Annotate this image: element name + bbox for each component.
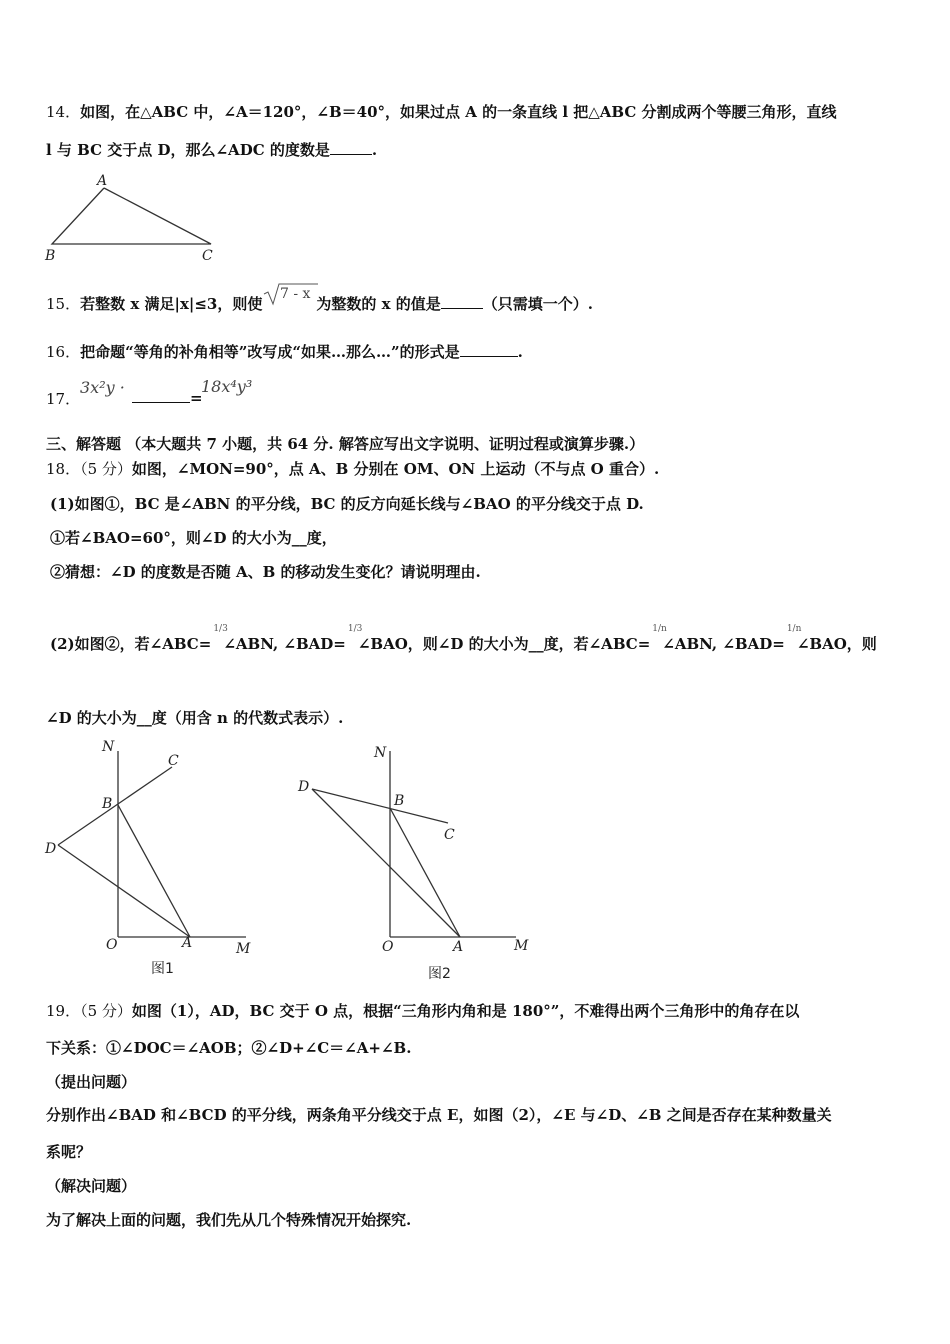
fig1-label-d: D — [45, 841, 57, 857]
q14-triangle — [52, 188, 211, 244]
q14-label-c: C — [202, 248, 213, 264]
q18-part1b: ②猜想：∠D 的度数是否随 A、B 的移动发生变化？请说明理由. — [50, 563, 481, 581]
q15-radicand: 7 - x — [280, 286, 311, 302]
q14-period: . — [371, 141, 378, 159]
q19-line3: 分别作出∠BAD 和∠BCD 的平分线，两条角平分线交于点 E，如图（2），∠E 与∠D、∠B 之间是否存在某种数量关 — [46, 1106, 832, 1124]
q15-text1: 若整数 x 满足|x|≤3，则使 — [80, 295, 263, 313]
fraction-one-third-label: 1/3 — [347, 624, 363, 634]
fraction-one-third-label: 1/3 — [213, 624, 228, 634]
fig2-label-o: O — [382, 939, 394, 955]
q19-text1: 如图（1），AD，BC 交于 O 点，根据“三角形内角和是 180°”，不难得出两个三角形中的角存在以 — [131, 1002, 800, 1020]
fig1-label-n: N — [102, 739, 115, 755]
q14-number: 14． — [46, 103, 81, 121]
fig2-label-b: B — [394, 793, 405, 809]
q14-line2 — [46, 140, 377, 160]
q14-text2: l 与 BC 交于点 D，那么∠ADC 的度数是 — [46, 141, 330, 159]
q15-text3: （只需填一个）. — [482, 295, 593, 313]
q18-part1a: ①若∠BAO=60°，则∠D 的大小为__度， — [50, 529, 337, 547]
fig1-segment-ab — [118, 805, 190, 937]
fraction-one-over-n-label: 1/n — [652, 624, 667, 634]
q16-period: . — [517, 343, 523, 361]
q17-right-expression: 18x⁴y³ — [201, 377, 253, 396]
fig1-label-o: O — [106, 937, 118, 953]
q19-line2: 下关系：①∠DOC＝∠AOB；②∠D+∠C＝∠A+∠B. — [46, 1039, 412, 1057]
q18-score: （5 分） — [80, 460, 132, 478]
fig1-label-m: M — [236, 941, 251, 957]
q14-answer-blank[interactable] — [330, 140, 372, 155]
fig2-label-d: D — [298, 779, 310, 795]
q16-number: 16． — [46, 343, 81, 361]
fig1-caption: 图1 — [151, 961, 174, 977]
q16-text: 把命题“等角的补角相等”改写成“如果…那么…”的形式是 — [80, 343, 460, 361]
q18-p2-text1: (2)如图②，若∠ABC= — [50, 635, 212, 653]
fig1-segment-da — [58, 845, 190, 937]
q18-number: 18． — [46, 460, 81, 478]
q17-number: 17． — [46, 390, 81, 408]
q16-answer-blank[interactable] — [460, 342, 518, 357]
section3-title: 三、解答题 （本大题共 7 小题，共 64 分. 解答应写出文字说明、证明过程或演算步骤.） — [46, 435, 645, 453]
q17-number-line — [46, 389, 80, 409]
fraction-one-over-n-label: 1/n — [786, 624, 802, 634]
q17-equals: = — [190, 389, 203, 407]
q18-p2-text4: ∠ABN, ∠BAD= — [662, 635, 785, 653]
q14-triangle-figure — [40, 172, 230, 267]
fig2-caption: 图2 — [428, 966, 451, 982]
q17-left-expression: 3x²y · — [80, 378, 125, 397]
fig1-label-c: C — [168, 753, 179, 769]
fig2-label-c: C — [444, 827, 455, 843]
q19-line1 — [46, 1001, 799, 1021]
q14-label-a: A — [97, 173, 108, 189]
q14-text1: 如图，在△ABC 中，∠A＝120°，∠B＝40°，如果过点 A 的一条直线 l 把△ABC 分割成两个等腰三角形，直线 — [80, 103, 837, 121]
q15-answer-blank[interactable] — [441, 294, 483, 309]
q15-number: 15． — [46, 295, 81, 313]
q18-part2-line2: ∠D 的大小为__度（用含 n 的代数式表示）. — [46, 709, 344, 727]
q18-p2-text2: ∠ABN, ∠BAD= — [223, 635, 346, 653]
q18-intro-line — [46, 459, 659, 479]
fig2-label-a: A — [453, 939, 464, 955]
q19-heading-solve: （解决问题） — [46, 1177, 137, 1195]
fig2-segment-da — [312, 789, 460, 937]
fig1-line-dc — [58, 767, 172, 845]
q18-figure-1 — [40, 735, 270, 980]
fig1-label-b: B — [102, 796, 113, 812]
fig2-label-m: M — [514, 938, 529, 954]
q19-heading-raise: （提出问题） — [46, 1073, 137, 1091]
q18-part2-line1 — [50, 624, 877, 654]
q18-intro: 如图，∠MON=90°，点 A、B 分别在 OM、ON 上运动（不与点 O 重合）. — [131, 460, 660, 478]
q19-score: （5 分） — [80, 1002, 132, 1020]
fig1-label-a: A — [182, 935, 193, 951]
q17-answer-blank[interactable] — [132, 388, 190, 403]
q14-label-b: B — [45, 248, 56, 264]
q14-line1 — [46, 102, 837, 122]
q18-p2-text3: ∠BAO，则∠D 的大小为__度，若∠ABC= — [357, 635, 651, 653]
q16-line — [46, 342, 523, 362]
fig2-line-dc — [312, 789, 448, 823]
fig2-label-n: N — [374, 745, 387, 761]
q19-line4: 系呢？ — [46, 1143, 92, 1161]
q19-line5: 为了解决上面的问题，我们先从几个特殊情况开始探究. — [46, 1211, 412, 1229]
q19-number: 19． — [46, 1002, 81, 1020]
q17-blank-line — [132, 388, 203, 408]
q18-p2-text5: ∠BAO，则 — [796, 635, 877, 653]
q18-part1: (1)如图①，BC 是∠ABN 的平分线，BC 的反方向延长线与∠BAO 的平分线交于点 D. — [50, 495, 644, 513]
q18-figure-2 — [290, 735, 540, 980]
q15-text2: 为整数的 x 的值是 — [316, 295, 441, 313]
